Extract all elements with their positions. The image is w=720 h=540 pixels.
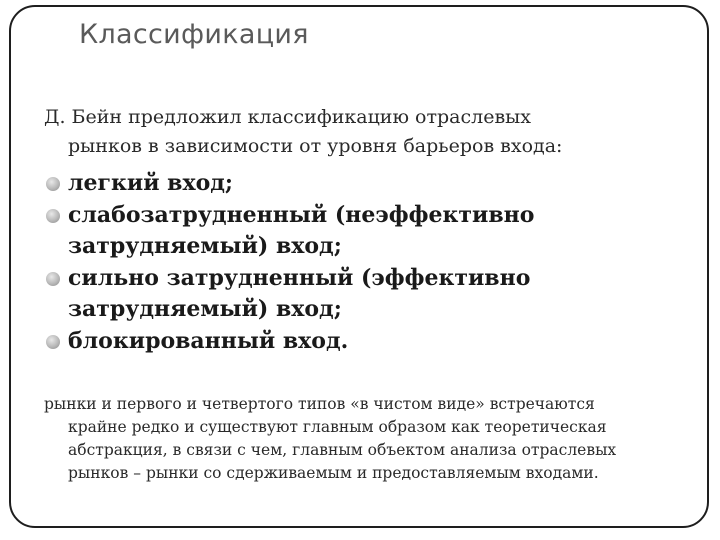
note-line-2: крайне редко и существуют главным образом как теоретическая bbox=[68, 418, 607, 436]
note-line-1: рынки и первого и четвертого типов «в чистом виде» встречаются bbox=[44, 395, 595, 413]
bullet-circle-icon bbox=[46, 335, 60, 349]
bullet-text-line: затрудняемый) вход; bbox=[68, 296, 342, 322]
bullet-circle-icon bbox=[46, 209, 60, 223]
bullet-item bbox=[44, 200, 684, 262]
note-line-3: абстракция, в связи с чем, главным объектом анализа отраслевых bbox=[68, 441, 617, 459]
bullet-text-line: легкий вход; bbox=[68, 170, 234, 196]
slide-title: Классификация bbox=[79, 19, 309, 50]
note-paragraph bbox=[44, 393, 684, 485]
note-line-4: рынков – рынки со сдерживаемым и предоставляемым входами. bbox=[68, 464, 599, 482]
intro-paragraph bbox=[44, 103, 694, 161]
bullet-text-line: блокированный вход. bbox=[68, 328, 349, 354]
bullet-circle-icon bbox=[46, 177, 60, 191]
bullet-text-line: затрудняемый) вход; bbox=[68, 233, 342, 259]
bullet-item bbox=[44, 326, 684, 357]
bullet-text-line: сильно затрудненный (эффективно bbox=[68, 265, 531, 291]
intro-line-2: рынков в зависимости от уровня барьеров входа: bbox=[68, 135, 563, 157]
bullet-text-line: слабозатрудненный (неэффективно bbox=[68, 202, 535, 228]
bullet-item bbox=[44, 168, 684, 199]
bullet-circle-icon bbox=[46, 272, 60, 286]
intro-line-1: Д. Бейн предложил классификацию отраслевых bbox=[44, 106, 531, 128]
bullet-item bbox=[44, 263, 684, 325]
bullet-list bbox=[44, 168, 684, 358]
